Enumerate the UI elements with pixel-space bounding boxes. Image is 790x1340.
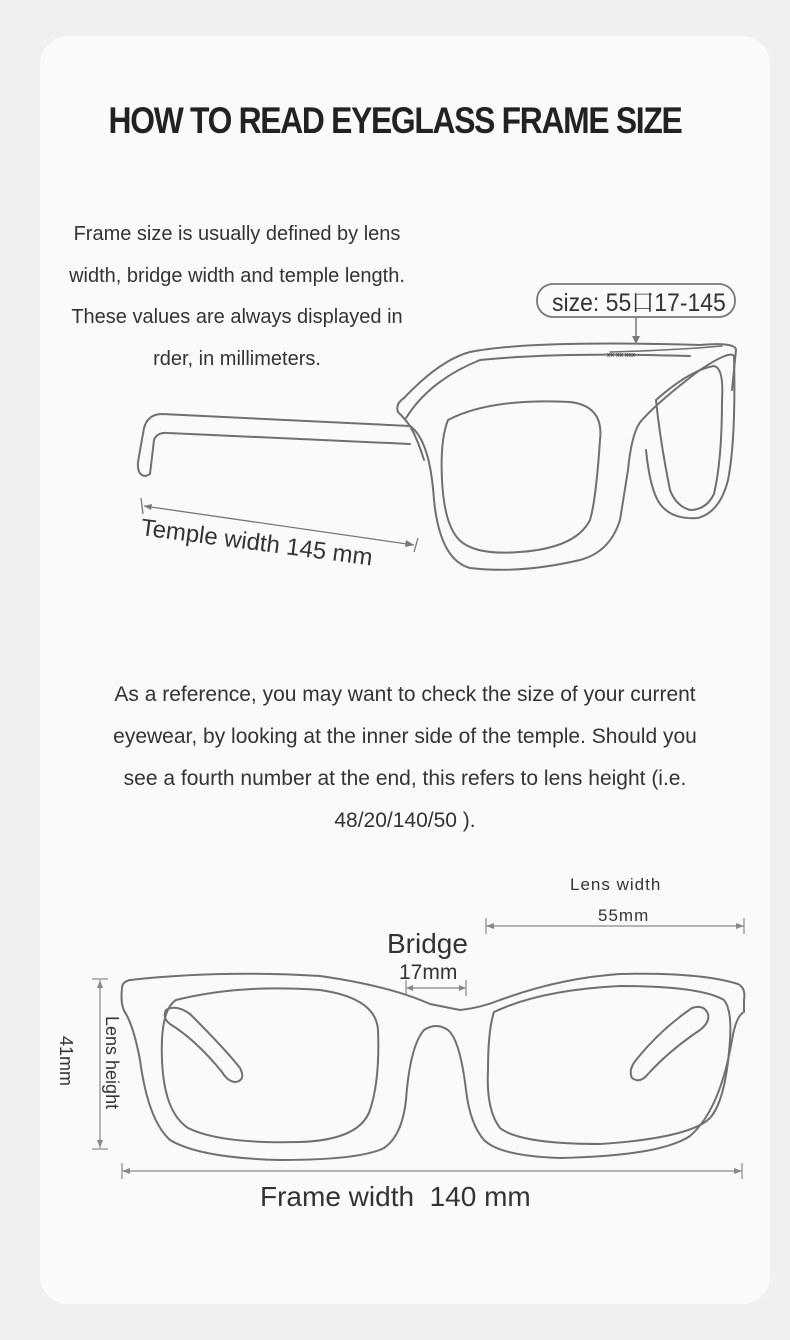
intro-line: rder, in millimeters.: [153, 347, 321, 370]
frame-width-arrow-left: [122, 1168, 130, 1174]
lens-width-arrow-left: [486, 923, 494, 929]
reference-line: eyewear, by looking at the inner side of the temple. Should you: [113, 725, 697, 748]
lens-width-arrow-right: [736, 923, 744, 929]
size-tag-rest: 17-145: [654, 289, 726, 318]
right-lens-inner: [488, 986, 731, 1144]
size-tag-label: size: 55: [552, 289, 632, 318]
frame-outer: [122, 974, 745, 1160]
lens-height-arrow-bottom: [97, 1140, 103, 1148]
left-temple-stub: [165, 1008, 243, 1082]
bridge-arrow-left: [406, 985, 413, 991]
intro-line: Frame size is usually defined by lens: [73, 223, 401, 245]
bridge-arrow-right: [459, 985, 466, 991]
lens-width-label: Lens width: [570, 875, 662, 894]
page-title: HOW TO READ EYEGLASS FRAME SIZE: [108, 100, 682, 141]
inner-temple-marking: xx xx xxx: [607, 352, 636, 359]
reference-line: As a reference, you may want to check the size of your current: [114, 683, 696, 706]
frame-width-arrow-right: [734, 1168, 742, 1174]
lens-width-value: 55mm: [598, 906, 650, 925]
lens-height-arrow-top: [97, 980, 103, 988]
reference-line: see a fourth number at the end, this refers to lens height (i.e.: [123, 767, 687, 790]
left-lens-inner: [162, 988, 379, 1142]
right-temple-stub: [631, 1007, 709, 1080]
lens-height-label: Lens height: [102, 1016, 122, 1110]
size-tag-square: 口: [631, 289, 655, 318]
intro-line: These values are always displayed in: [71, 306, 403, 328]
bridge-value: 17mm: [399, 961, 458, 984]
lens-height-value: 41mm: [56, 1036, 76, 1087]
bridge-label: Bridge: [387, 928, 468, 959]
frame-width-label: Frame width 140 mm: [260, 1181, 531, 1212]
reference-line: 48/20/140/50 ).: [334, 809, 476, 832]
intro-line: width, bridge width and temple length.: [69, 264, 405, 287]
temple-width-label: Temple width 145 mm: [139, 514, 375, 572]
